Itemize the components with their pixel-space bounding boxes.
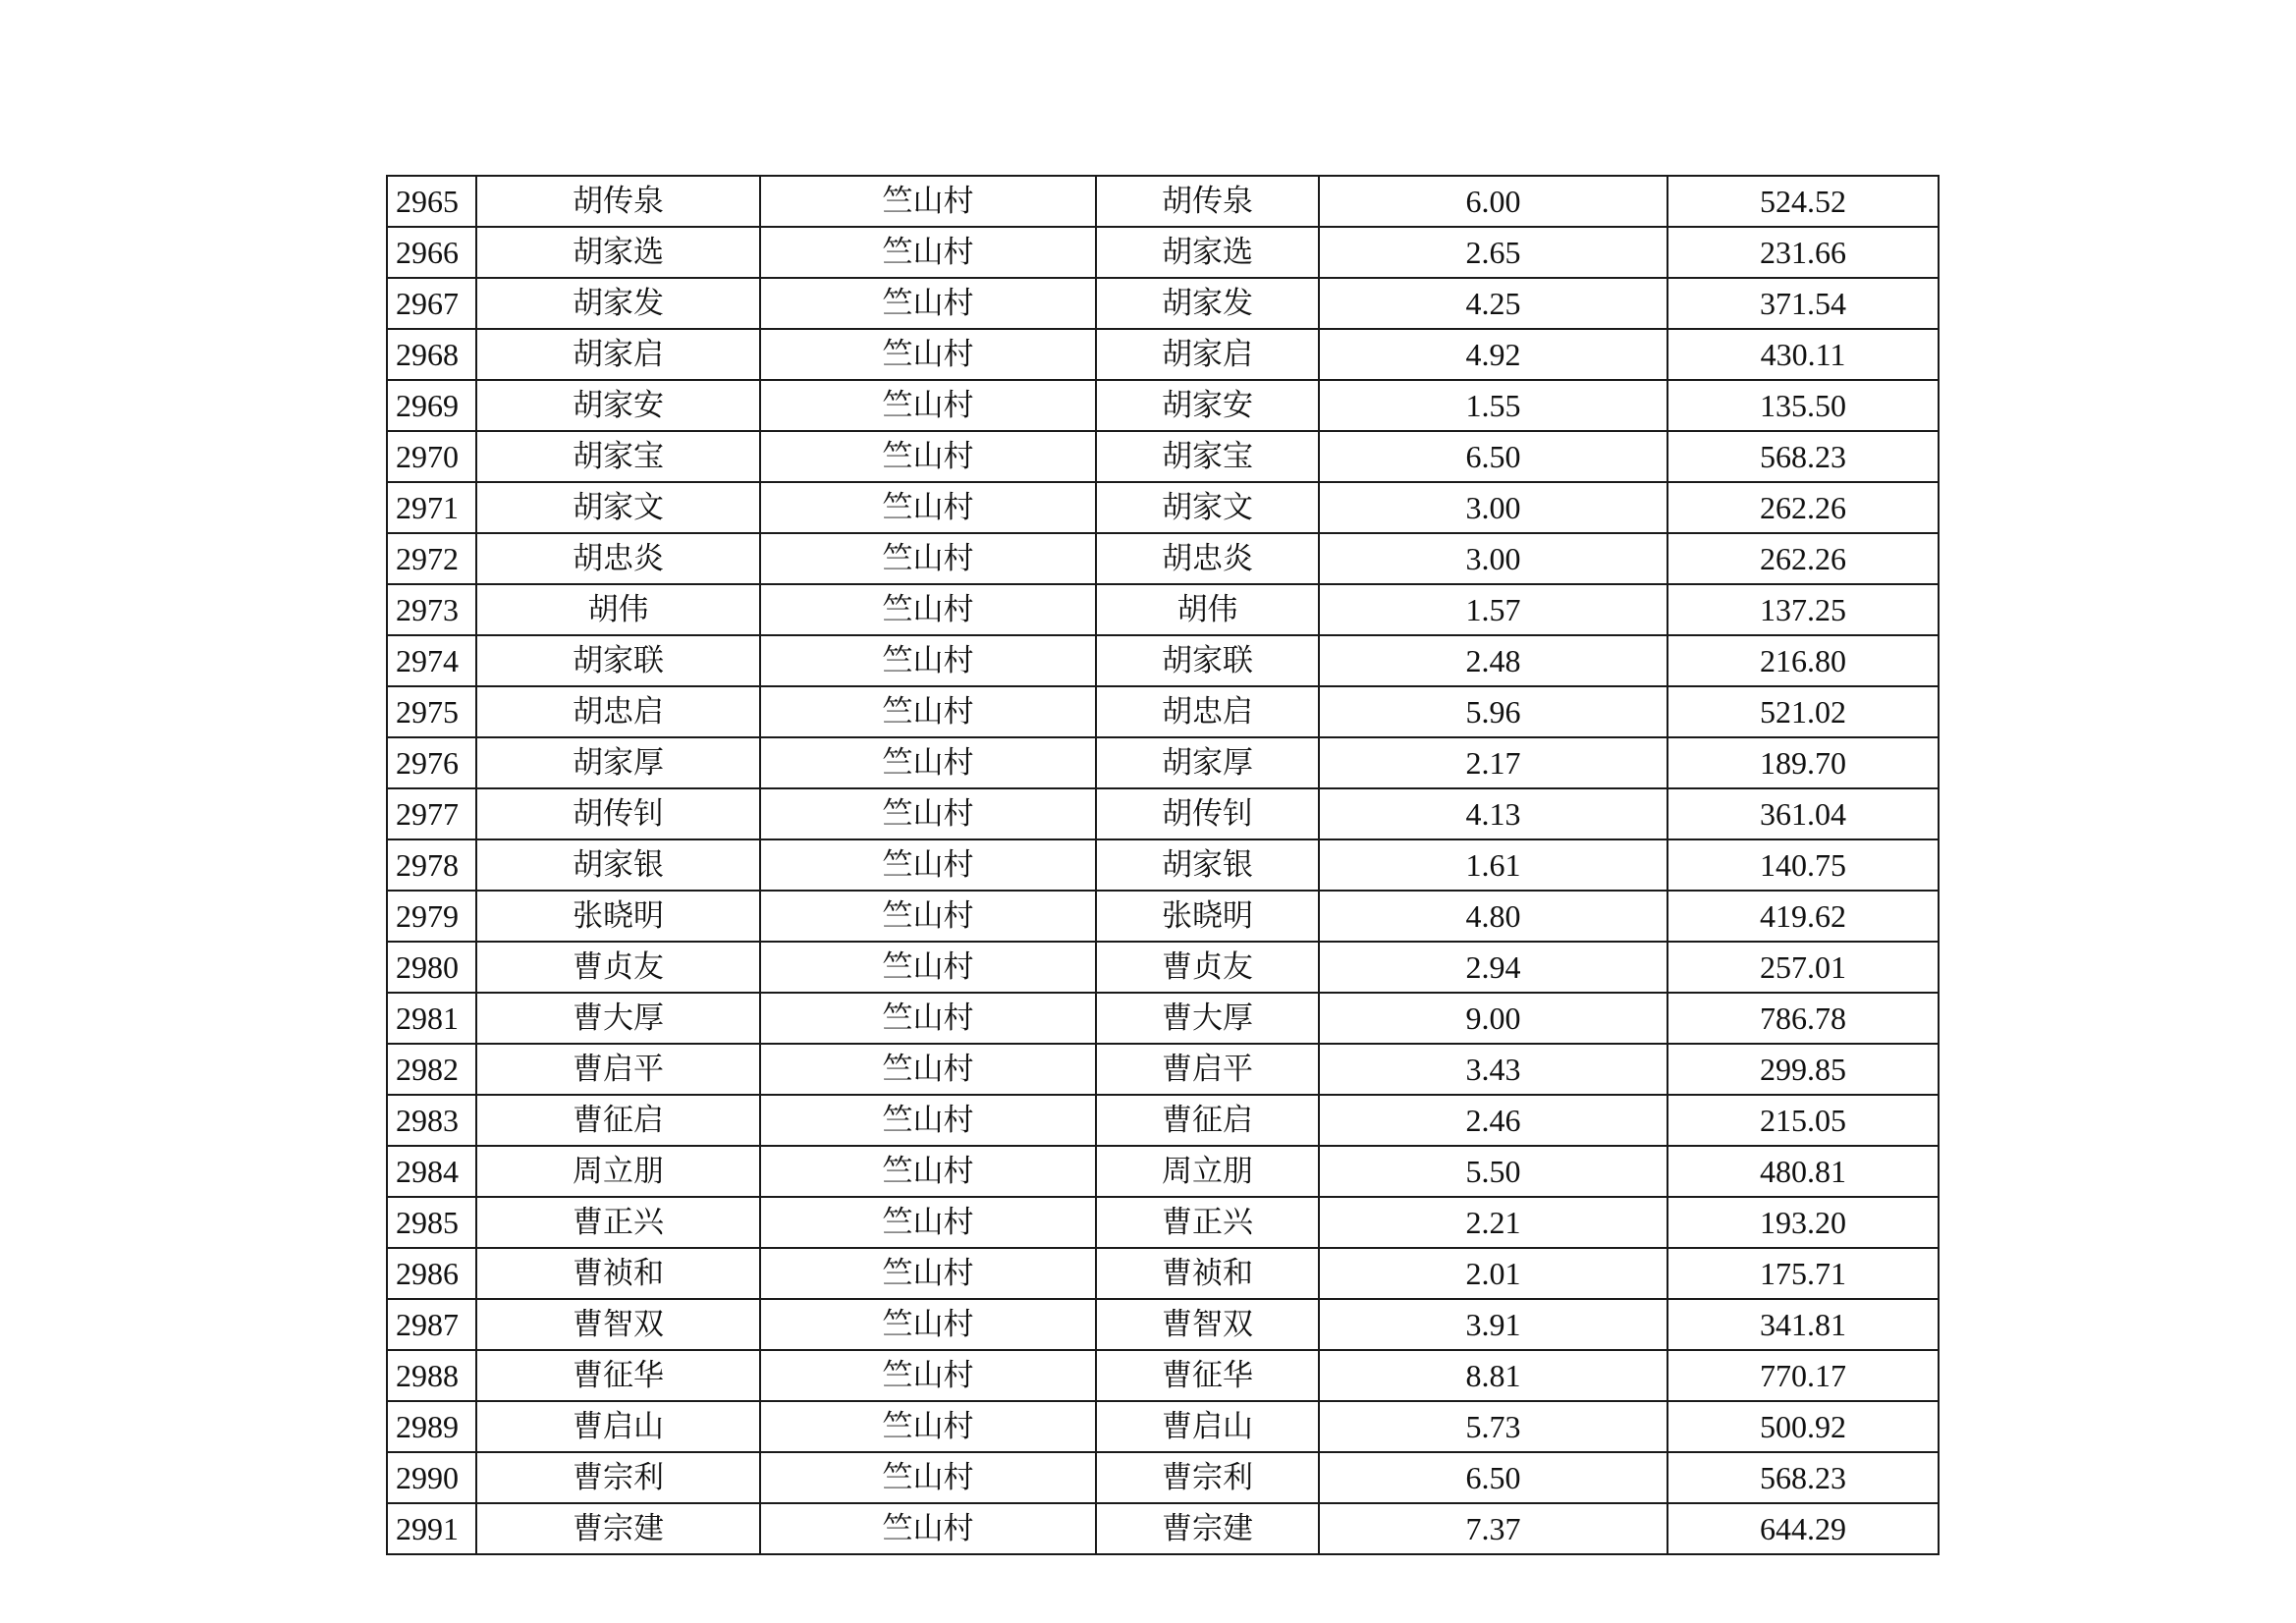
row-number: 2975 xyxy=(387,686,476,737)
village-name: 竺山村 xyxy=(760,584,1096,635)
village-name: 竺山村 xyxy=(760,1299,1096,1350)
recipient-name: 曹贞友 xyxy=(476,942,760,993)
recipient-name: 胡家启 xyxy=(476,329,760,380)
amount-value: 135.50 xyxy=(1667,380,1939,431)
area-value: 8.81 xyxy=(1319,1350,1667,1401)
recipient-name: 胡家文 xyxy=(476,482,760,533)
amount-value: 568.23 xyxy=(1667,431,1939,482)
area-value: 6.50 xyxy=(1319,1452,1667,1503)
recipient-name: 曹宗利 xyxy=(476,1452,760,1503)
account-holder: 胡伟 xyxy=(1096,584,1319,635)
row-number: 2973 xyxy=(387,584,476,635)
amount-value: 299.85 xyxy=(1667,1044,1939,1095)
village-name: 竺山村 xyxy=(760,533,1096,584)
table-row xyxy=(387,431,1939,482)
area-value: 2.46 xyxy=(1319,1095,1667,1146)
roster-table xyxy=(386,175,1940,1555)
row-number: 2967 xyxy=(387,278,476,329)
village-name: 竺山村 xyxy=(760,1452,1096,1503)
area-value: 4.25 xyxy=(1319,278,1667,329)
account-holder: 胡家启 xyxy=(1096,329,1319,380)
row-number: 2968 xyxy=(387,329,476,380)
village-name: 竺山村 xyxy=(760,431,1096,482)
table-row xyxy=(387,1401,1939,1452)
row-number: 2979 xyxy=(387,891,476,942)
area-value: 3.91 xyxy=(1319,1299,1667,1350)
account-holder: 胡忠炎 xyxy=(1096,533,1319,584)
recipient-name: 胡家宝 xyxy=(476,431,760,482)
recipient-name: 曹祯和 xyxy=(476,1248,760,1299)
recipient-name: 胡家发 xyxy=(476,278,760,329)
village-name: 竺山村 xyxy=(760,737,1096,788)
account-holder: 曹贞友 xyxy=(1096,942,1319,993)
row-number: 2984 xyxy=(387,1146,476,1197)
amount-value: 189.70 xyxy=(1667,737,1939,788)
village-name: 竺山村 xyxy=(760,1401,1096,1452)
row-number: 2982 xyxy=(387,1044,476,1095)
area-value: 6.00 xyxy=(1319,176,1667,227)
account-holder: 胡家宝 xyxy=(1096,431,1319,482)
row-number: 2966 xyxy=(387,227,476,278)
table-row xyxy=(387,380,1939,431)
village-name: 竺山村 xyxy=(760,1350,1096,1401)
table-row xyxy=(387,176,1939,227)
recipient-name: 曹智双 xyxy=(476,1299,760,1350)
row-number: 2974 xyxy=(387,635,476,686)
account-holder: 曹启平 xyxy=(1096,1044,1319,1095)
recipient-name: 曹启平 xyxy=(476,1044,760,1095)
row-number: 2981 xyxy=(387,993,476,1044)
area-value: 4.92 xyxy=(1319,329,1667,380)
amount-value: 361.04 xyxy=(1667,788,1939,839)
area-value: 2.65 xyxy=(1319,227,1667,278)
account-holder: 曹正兴 xyxy=(1096,1197,1319,1248)
table-row xyxy=(387,482,1939,533)
table-row xyxy=(387,278,1939,329)
recipient-name: 胡家选 xyxy=(476,227,760,278)
area-value: 3.00 xyxy=(1319,482,1667,533)
village-name: 竺山村 xyxy=(760,482,1096,533)
account-holder: 胡家厚 xyxy=(1096,737,1319,788)
account-holder: 胡家选 xyxy=(1096,227,1319,278)
amount-value: 216.80 xyxy=(1667,635,1939,686)
recipient-name: 胡传泉 xyxy=(476,176,760,227)
amount-value: 521.02 xyxy=(1667,686,1939,737)
amount-value: 262.26 xyxy=(1667,533,1939,584)
table-row xyxy=(387,1146,1939,1197)
area-value: 2.17 xyxy=(1319,737,1667,788)
row-number: 2991 xyxy=(387,1503,476,1554)
village-name: 竺山村 xyxy=(760,1095,1096,1146)
recipient-name: 曹宗建 xyxy=(476,1503,760,1554)
amount-value: 770.17 xyxy=(1667,1350,1939,1401)
village-name: 竺山村 xyxy=(760,1044,1096,1095)
area-value: 1.61 xyxy=(1319,839,1667,891)
recipient-name: 胡家联 xyxy=(476,635,760,686)
village-name: 竺山村 xyxy=(760,380,1096,431)
village-name: 竺山村 xyxy=(760,788,1096,839)
area-value: 9.00 xyxy=(1319,993,1667,1044)
account-holder: 胡家文 xyxy=(1096,482,1319,533)
account-holder: 张晓明 xyxy=(1096,891,1319,942)
row-number: 2965 xyxy=(387,176,476,227)
row-number: 2970 xyxy=(387,431,476,482)
amount-value: 193.20 xyxy=(1667,1197,1939,1248)
account-holder: 曹祯和 xyxy=(1096,1248,1319,1299)
recipient-name: 胡伟 xyxy=(476,584,760,635)
row-number: 2978 xyxy=(387,839,476,891)
village-name: 竺山村 xyxy=(760,329,1096,380)
recipient-name: 周立朋 xyxy=(476,1146,760,1197)
roster-table-body xyxy=(387,176,1939,1554)
recipient-name: 胡忠炎 xyxy=(476,533,760,584)
row-number: 2989 xyxy=(387,1401,476,1452)
account-holder: 胡传泉 xyxy=(1096,176,1319,227)
row-number: 2976 xyxy=(387,737,476,788)
amount-value: 371.54 xyxy=(1667,278,1939,329)
table-row xyxy=(387,1197,1939,1248)
village-name: 竺山村 xyxy=(760,839,1096,891)
amount-value: 430.11 xyxy=(1667,329,1939,380)
recipient-name: 曹大厚 xyxy=(476,993,760,1044)
table-row xyxy=(387,686,1939,737)
row-number: 2972 xyxy=(387,533,476,584)
area-value: 5.73 xyxy=(1319,1401,1667,1452)
village-name: 竺山村 xyxy=(760,1146,1096,1197)
amount-value: 215.05 xyxy=(1667,1095,1939,1146)
amount-value: 524.52 xyxy=(1667,176,1939,227)
area-value: 4.13 xyxy=(1319,788,1667,839)
area-value: 3.00 xyxy=(1319,533,1667,584)
table-row xyxy=(387,737,1939,788)
area-value: 1.57 xyxy=(1319,584,1667,635)
recipient-name: 胡家安 xyxy=(476,380,760,431)
row-number: 2969 xyxy=(387,380,476,431)
row-number: 2977 xyxy=(387,788,476,839)
row-number: 2990 xyxy=(387,1452,476,1503)
village-name: 竺山村 xyxy=(760,1248,1096,1299)
recipient-name: 胡传钊 xyxy=(476,788,760,839)
area-value: 2.94 xyxy=(1319,942,1667,993)
area-value: 4.80 xyxy=(1319,891,1667,942)
area-value: 2.48 xyxy=(1319,635,1667,686)
amount-value: 419.62 xyxy=(1667,891,1939,942)
recipient-name: 张晓明 xyxy=(476,891,760,942)
amount-value: 140.75 xyxy=(1667,839,1939,891)
village-name: 竺山村 xyxy=(760,891,1096,942)
area-value: 1.55 xyxy=(1319,380,1667,431)
area-value: 6.50 xyxy=(1319,431,1667,482)
table-row xyxy=(387,1503,1939,1554)
account-holder: 曹宗建 xyxy=(1096,1503,1319,1554)
table-row xyxy=(387,1248,1939,1299)
account-holder: 胡家安 xyxy=(1096,380,1319,431)
account-holder: 周立朋 xyxy=(1096,1146,1319,1197)
account-holder: 胡家发 xyxy=(1096,278,1319,329)
village-name: 竺山村 xyxy=(760,993,1096,1044)
row-number: 2983 xyxy=(387,1095,476,1146)
village-name: 竺山村 xyxy=(760,176,1096,227)
village-name: 竺山村 xyxy=(760,227,1096,278)
account-holder: 胡家银 xyxy=(1096,839,1319,891)
table-row xyxy=(387,227,1939,278)
table-row xyxy=(387,891,1939,942)
document-page xyxy=(386,175,1938,1555)
account-holder: 胡传钊 xyxy=(1096,788,1319,839)
area-value: 7.37 xyxy=(1319,1503,1667,1554)
account-holder: 曹智双 xyxy=(1096,1299,1319,1350)
table-row xyxy=(387,584,1939,635)
table-row xyxy=(387,1350,1939,1401)
table-row xyxy=(387,1044,1939,1095)
account-holder: 胡忠启 xyxy=(1096,686,1319,737)
amount-value: 137.25 xyxy=(1667,584,1939,635)
village-name: 竺山村 xyxy=(760,1197,1096,1248)
table-row xyxy=(387,839,1939,891)
row-number: 2985 xyxy=(387,1197,476,1248)
recipient-name: 曹征启 xyxy=(476,1095,760,1146)
table-row xyxy=(387,788,1939,839)
row-number: 2980 xyxy=(387,942,476,993)
table-row xyxy=(387,329,1939,380)
amount-value: 175.71 xyxy=(1667,1248,1939,1299)
amount-value: 480.81 xyxy=(1667,1146,1939,1197)
recipient-name: 曹正兴 xyxy=(476,1197,760,1248)
table-row xyxy=(387,533,1939,584)
recipient-name: 曹启山 xyxy=(476,1401,760,1452)
village-name: 竺山村 xyxy=(760,686,1096,737)
account-holder: 胡家联 xyxy=(1096,635,1319,686)
account-holder: 曹启山 xyxy=(1096,1401,1319,1452)
recipient-name: 胡家银 xyxy=(476,839,760,891)
table-row xyxy=(387,1095,1939,1146)
amount-value: 568.23 xyxy=(1667,1452,1939,1503)
account-holder: 曹宗利 xyxy=(1096,1452,1319,1503)
amount-value: 231.66 xyxy=(1667,227,1939,278)
table-row xyxy=(387,1299,1939,1350)
row-number: 2971 xyxy=(387,482,476,533)
amount-value: 644.29 xyxy=(1667,1503,1939,1554)
amount-value: 500.92 xyxy=(1667,1401,1939,1452)
area-value: 5.50 xyxy=(1319,1146,1667,1197)
village-name: 竺山村 xyxy=(760,278,1096,329)
row-number: 2987 xyxy=(387,1299,476,1350)
table-row xyxy=(387,942,1939,993)
row-number: 2988 xyxy=(387,1350,476,1401)
village-name: 竺山村 xyxy=(760,635,1096,686)
area-value: 2.01 xyxy=(1319,1248,1667,1299)
area-value: 2.21 xyxy=(1319,1197,1667,1248)
table-row xyxy=(387,1452,1939,1503)
village-name: 竺山村 xyxy=(760,1503,1096,1554)
village-name: 竺山村 xyxy=(760,942,1096,993)
account-holder: 曹大厚 xyxy=(1096,993,1319,1044)
recipient-name: 曹征华 xyxy=(476,1350,760,1401)
amount-value: 262.26 xyxy=(1667,482,1939,533)
table-row xyxy=(387,993,1939,1044)
area-value: 3.43 xyxy=(1319,1044,1667,1095)
row-number: 2986 xyxy=(387,1248,476,1299)
recipient-name: 胡家厚 xyxy=(476,737,760,788)
amount-value: 786.78 xyxy=(1667,993,1939,1044)
account-holder: 曹征华 xyxy=(1096,1350,1319,1401)
area-value: 5.96 xyxy=(1319,686,1667,737)
account-holder: 曹征启 xyxy=(1096,1095,1319,1146)
table-row xyxy=(387,635,1939,686)
recipient-name: 胡忠启 xyxy=(476,686,760,737)
amount-value: 341.81 xyxy=(1667,1299,1939,1350)
amount-value: 257.01 xyxy=(1667,942,1939,993)
